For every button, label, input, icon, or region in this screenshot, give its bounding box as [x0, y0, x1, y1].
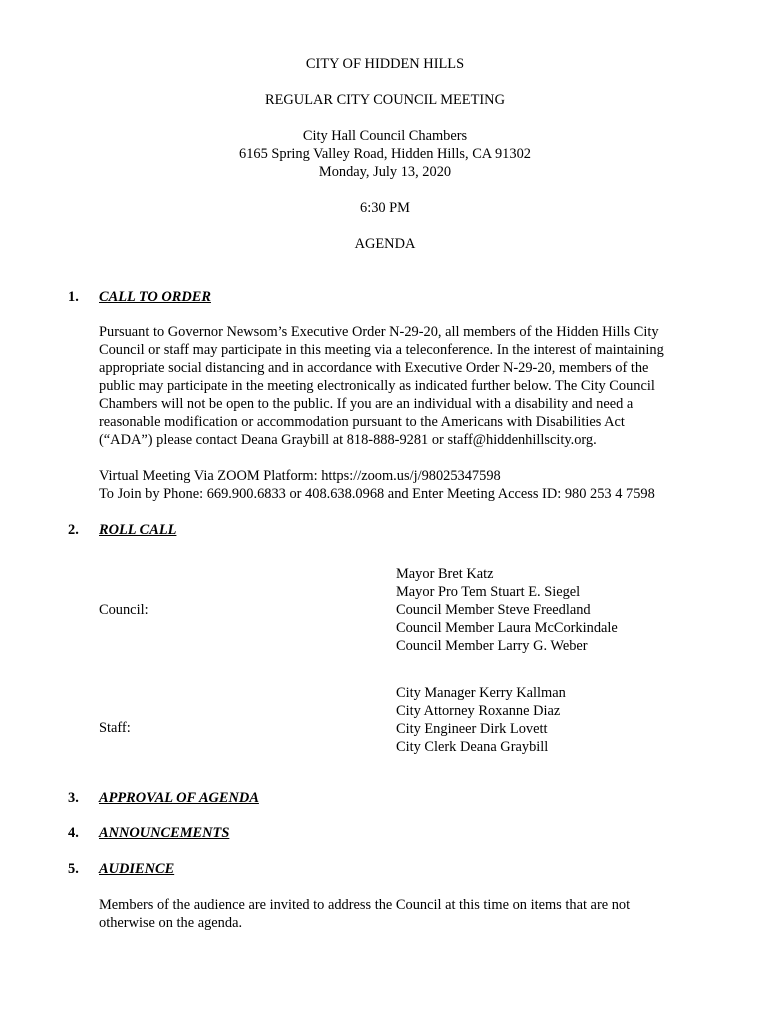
paragraph-line: public may participate in the meeting electronically as indicated further below. The City Council [99, 378, 655, 394]
staff-member: City Engineer Dirk Lovett [396, 721, 548, 737]
section-title-approval-of-agenda: APPROVAL OF AGENDA [99, 790, 259, 806]
date-line: Monday, July 13, 2020 [318, 164, 452, 180]
council-member: Mayor Bret Katz [396, 566, 494, 582]
paragraph-line: Members of the audience are invited to address the Council at this time on items that are not [99, 897, 631, 913]
council-member: Council Member Steve Freedland [396, 602, 591, 618]
city-title: CITY OF HIDDEN HILLS [305, 56, 465, 72]
section-title-roll-call: ROLL CALL [99, 522, 177, 538]
council-member: Council Member Laura McCorkindale [396, 620, 618, 636]
audience-paragraph [99, 896, 704, 932]
zoom-link-line: Virtual Meeting Via ZOOM Platform: https://zoom.us/j/98025347598 [99, 468, 501, 484]
paragraph-line: otherwise on the agenda. [99, 915, 243, 931]
section-title-audience: AUDIENCE [99, 861, 175, 877]
council-member-list [396, 565, 618, 655]
section-title-announcements: ANNOUNCEMENTS [99, 825, 230, 841]
section-number: 3. [68, 790, 79, 806]
paragraph-line: reasonable modification or accommodation pursuant to the Americans with Disabilities Act [99, 414, 625, 430]
council-member: Mayor Pro Tem Stuart E. Siegel [396, 584, 581, 600]
section-number: 4. [68, 825, 79, 841]
staff-member: City Attorney Roxanne Diaz [396, 703, 561, 719]
staff-label: Staff: [99, 720, 131, 736]
paragraph-line: Pursuant to Governor Newsom’s Executive Order N-29-20, all members of the Hidden Hills City [99, 324, 659, 340]
meeting-title: REGULAR CITY COUNCIL MEETING [265, 92, 505, 108]
agenda-heading: AGENDA [354, 236, 416, 252]
section-number: 1. [68, 289, 79, 305]
location-line: City Hall Council Chambers [302, 128, 468, 144]
section-number: 2. [68, 522, 79, 538]
address-line: 6165 Spring Valley Road, Hidden Hills, CA 91302 [239, 146, 531, 162]
council-member: Council Member Larry G. Weber [396, 638, 588, 654]
section-title-call-to-order: CALL TO ORDER [99, 289, 211, 305]
staff-member: City Clerk Deana Graybill [396, 739, 549, 755]
staff-member-list [396, 684, 566, 756]
paragraph-line: appropriate social distancing and in accordance with Executive Order N-29-20, members of the [99, 360, 649, 376]
paragraph-line: Council or staff may participate in this meeting via a teleconference. In the interest of maintaining [99, 342, 664, 358]
council-label: Council: [99, 602, 149, 618]
staff-member: City Manager Kerry Kallman [396, 685, 566, 701]
paragraph-line: (“ADA”) please contact Deana Graybill at 818-888-9281 or staff@hiddenhillscity.org. [99, 432, 597, 448]
meeting-time: 6:30 PM [360, 200, 410, 216]
call-to-order-paragraph [99, 323, 704, 449]
section-number: 5. [68, 861, 79, 877]
paragraph-line: Chambers will not be open to the public. If you are an individual with a disability and need a [99, 396, 634, 412]
phone-line: To Join by Phone: 669.900.6833 or 408.638.0968 and Enter Meeting Access ID: 980 253 4 7598 [99, 486, 655, 502]
virtual-meeting-info [99, 467, 704, 503]
